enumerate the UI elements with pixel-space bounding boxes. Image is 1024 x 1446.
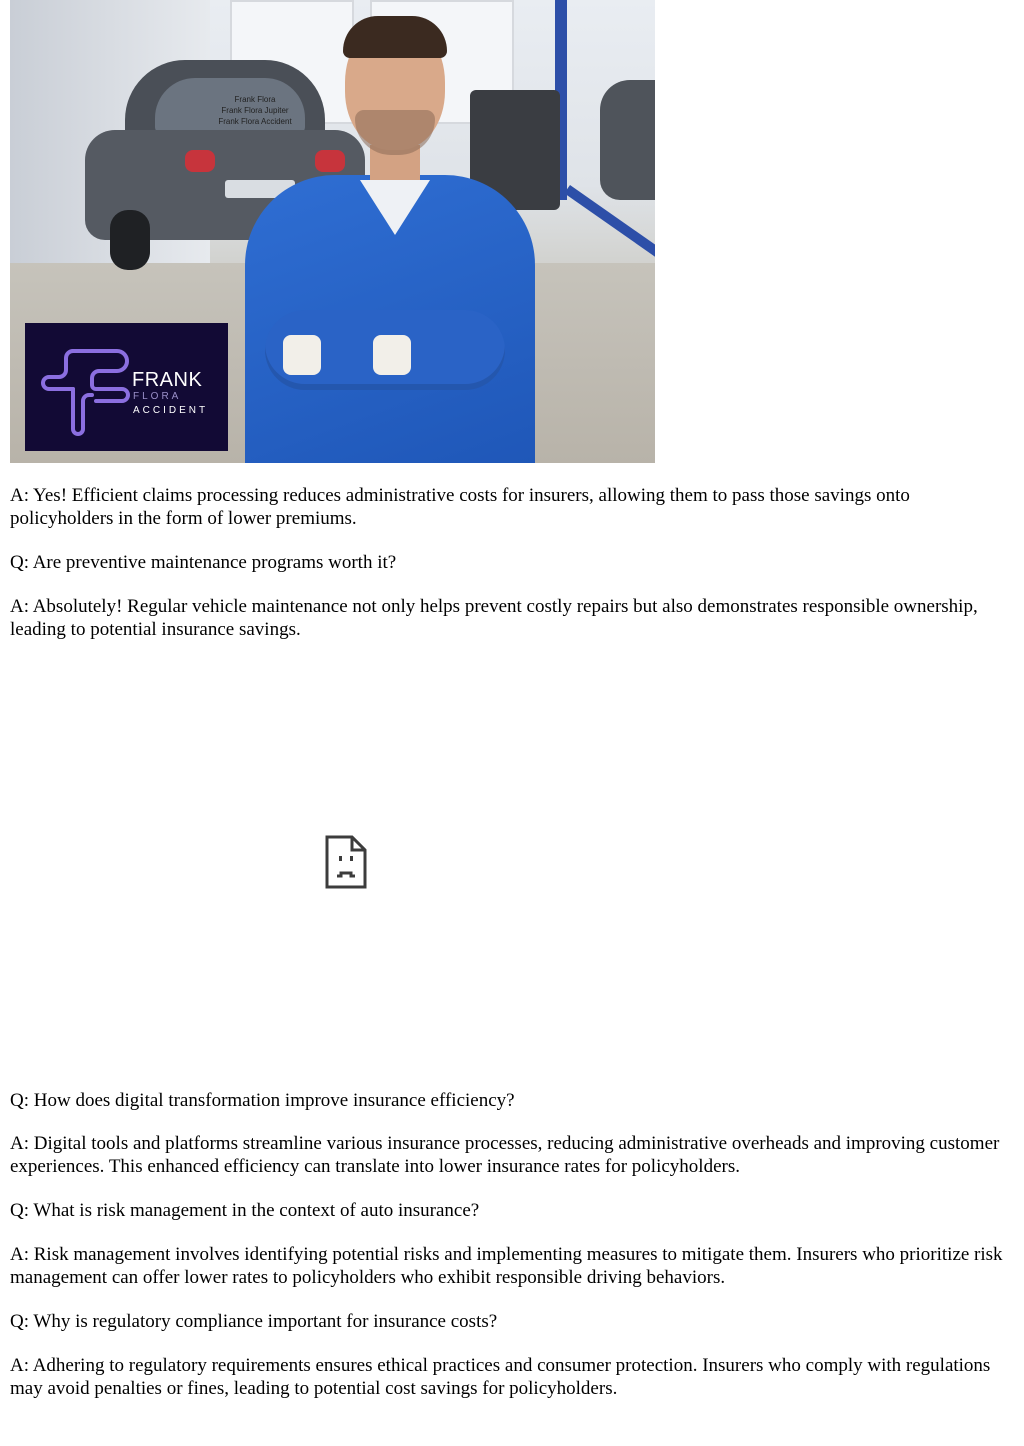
car-window-line: Frank Flora xyxy=(234,95,276,104)
background-car xyxy=(600,80,655,200)
logo-mark-icon xyxy=(39,343,134,438)
car-window-line: Frank Flora Accident xyxy=(218,117,292,126)
mechanic xyxy=(225,10,535,463)
faq-question: Q: What is risk management in the context of auto insurance? xyxy=(10,1200,480,1221)
logo-line-frank: FRANK xyxy=(132,369,203,391)
faq-answer: A: Absolutely! Regular vehicle maintenance not only helps prevent costly repairs but also demonstrates responsible ownership, leading to potential insurance savings. xyxy=(10,596,978,640)
frank-flora-logo xyxy=(25,323,228,451)
faq-answer: A: Yes! Efficient claims processing reduces administrative costs for insurers, allowing them to pass those savings onto policyholders in the form of lower premiums. xyxy=(10,485,910,529)
broken-page-icon xyxy=(324,834,368,890)
faq-question: Q: Why is regulatory compliance important for insurance costs? xyxy=(10,1311,498,1332)
faq-question: Q: How does digital transformation improve insurance efficiency? xyxy=(10,1090,515,1111)
logo-line-accident: ACCIDENT xyxy=(133,405,209,416)
faq-answer: A: Risk management involves identifying potential risks and implementing measures to mitigate them. Insurers who prioritize risk management can offer lower rates to policyholders who exhibit responsible driving behaviors. xyxy=(10,1244,1003,1288)
faq-answer: A: Digital tools and platforms streamline various insurance processes, reducing administrative overheads and improving customer experiences. This enhanced efficiency can translate into lower insurance rates for policyholders. xyxy=(10,1133,1000,1177)
faq-question: Q: Are preventive maintenance programs worth it? xyxy=(10,552,397,573)
faq-answer: A: Adhering to regulatory requirements ensures ethical practices and consumer protection. Insurers who comply with regulations may avoid penalties or fines, leading to potential cost savings for policyholders. xyxy=(10,1355,991,1399)
logo-line-flora: FLORA xyxy=(133,391,182,402)
car-window-line: Frank Flora Jupiter xyxy=(221,106,289,115)
hero-image xyxy=(10,0,655,463)
